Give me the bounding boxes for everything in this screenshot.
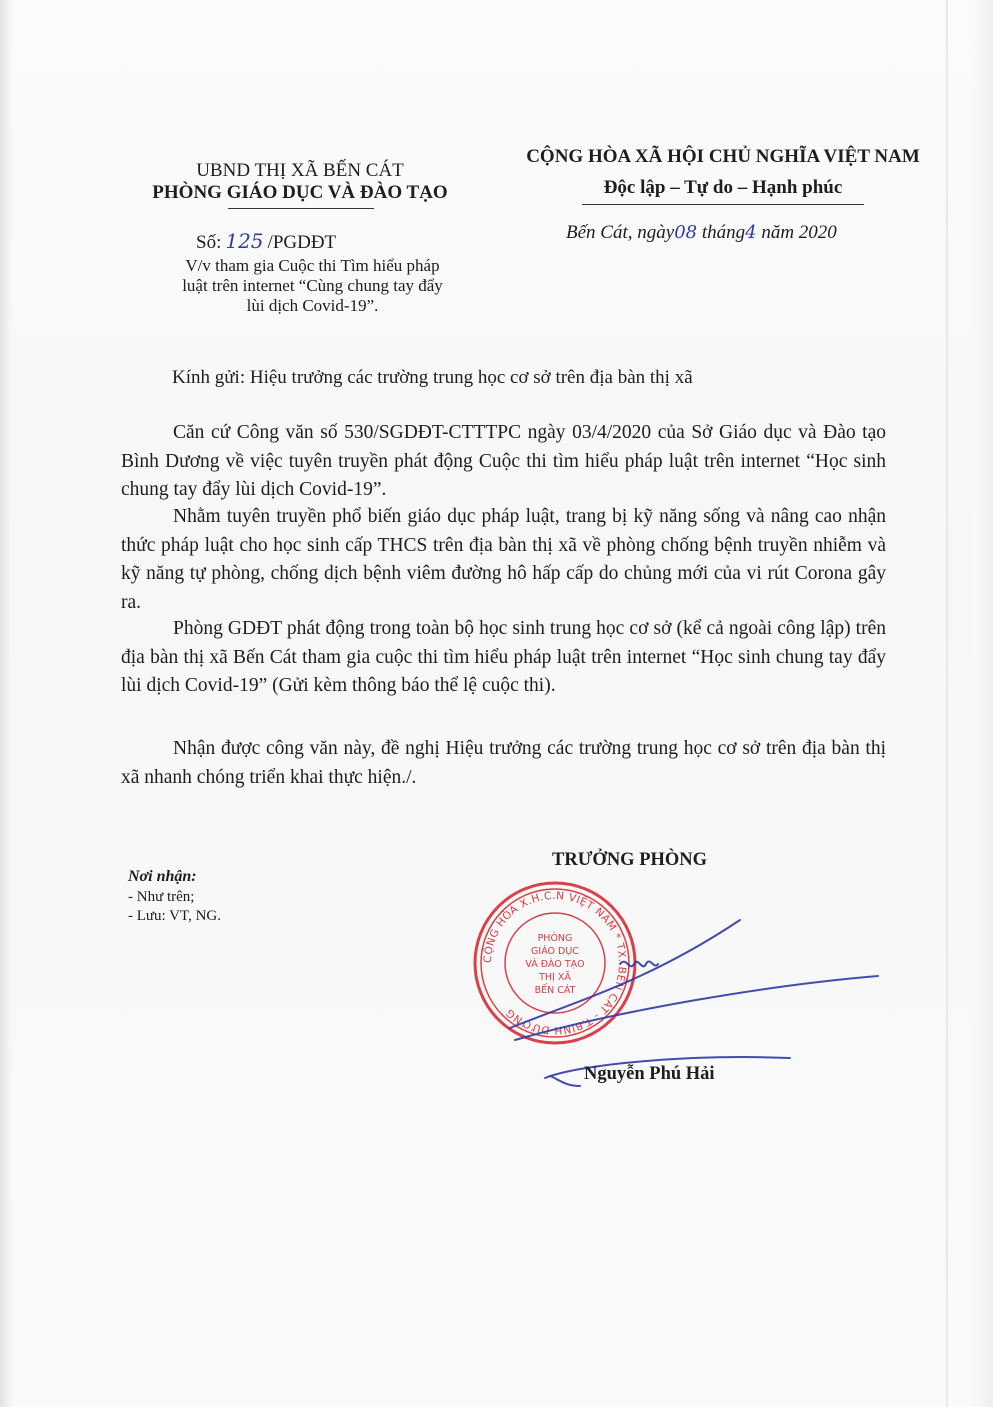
- subject-line-3: lùi dịch Covid-19”.: [246, 296, 379, 315]
- stamp-inner-line: GIÁO DỤC: [531, 946, 579, 957]
- date-month-label: tháng: [701, 222, 746, 243]
- body-paragraph-4: Nhận được công văn này, đề nghị Hiệu trưởng các trường trung học cơ sở trên địa bàn thị xã nhanh chóng triển khai thực hiện./.: [121, 738, 886, 788]
- subject-line-2: luật trên internet “Cùng chung tay đẩy: [182, 276, 443, 295]
- signer-title: TRƯỞNG PHÒNG: [552, 850, 708, 870]
- date-month: 4: [745, 222, 757, 243]
- national-title: CỘNG HÒA XÃ HỘI CHỦ NGHĨA VIỆT NAM: [526, 146, 920, 167]
- recipients-item: - Lưu: VT, NG.: [128, 908, 221, 924]
- date-year: năm 2020: [761, 222, 837, 243]
- body-paragraph-3: Phòng GDĐT phát động trong toàn bộ học sinh trung học cơ sở (kể cả ngoài công lập) trên địa bàn thị xã Bến Cát tham gia cuộc thi tìm hiểu pháp luật trên internet “Học sinh chung tay đẩy lùi dịch Covid-19” (Gửi kèm thông báo thể lệ cuộc thi).: [121, 618, 886, 696]
- scan-edge-right: [969, 0, 993, 1407]
- stamp-inner-line: BẾN CÁT: [534, 985, 576, 996]
- body-paragraph-2: Nhằm tuyên truyền phổ biến giáo dục pháp luật, trang bị kỹ năng sống và nâng cao nhận thức pháp luật cho học sinh cấp THCS trên địa bàn thị xã về phòng chống bệnh truyền nhiễm và kỹ năng tự phòng, chống dịch bệnh viêm đường hô hấp cấp do chủng mới của vi rút Corona gây ra.: [121, 506, 886, 613]
- recipients-item: - Như trên;: [128, 889, 195, 905]
- recipient-line: Kính gửi: Hiệu trưởng các trường trung học cơ sở trên địa bàn thị xã: [172, 367, 693, 388]
- date-prefix: Bến Cát, ngày: [566, 222, 675, 243]
- reference-handwritten-number: 125: [225, 229, 264, 253]
- reference-prefix: Số:: [196, 232, 222, 253]
- reference-suffix: /PGDĐT: [267, 232, 337, 253]
- stamp-inner-line: THỊ XÃ: [539, 972, 571, 983]
- reference-number: [196, 229, 416, 254]
- stamp-outer-text: CỘNG HÒA X.H.C.N VIỆT NAM * TX. BẾN CÁT - T.BÌNH DƯƠNG: [481, 889, 629, 1037]
- header-right-underline: [582, 204, 864, 205]
- issuing-department: PHÒNG GIÁO DỤC VÀ ĐÀO TẠO: [152, 182, 448, 203]
- paper-crease: [946, 0, 948, 1407]
- subject-line-1: V/v tham gia Cuộc thi Tìm hiểu pháp: [185, 256, 440, 275]
- national-motto: Độc lập – Tự do – Hạnh phúc: [603, 177, 843, 198]
- subject-block: [140, 256, 485, 316]
- signer-name: Nguyễn Phú Hải: [584, 1064, 715, 1084]
- header-left-underline: [228, 208, 374, 209]
- scan-edge-left: [0, 0, 14, 1407]
- issue-date: [566, 222, 906, 244]
- body-paragraph-1: Căn cứ Công văn số 530/SGDĐT-CTTTPC ngày 03/4/2020 của Sở Giáo dục và Đào tạo Bình Dương về việc tuyên truyền phát động Cuộc thi tìm hiểu pháp luật trên internet “Học sinh chung tay đẩy lùi dịch Covid-19”.: [121, 422, 886, 500]
- stamp-inner-line: VÀ ĐÀO TẠO: [525, 959, 585, 970]
- issuing-authority: UBND THỊ XÃ BẾN CÁT: [196, 160, 404, 181]
- stamp-inner-line: PHÒNG: [537, 933, 573, 944]
- date-day: 08: [674, 222, 698, 243]
- recipients-label: Nơi nhận:: [128, 868, 197, 885]
